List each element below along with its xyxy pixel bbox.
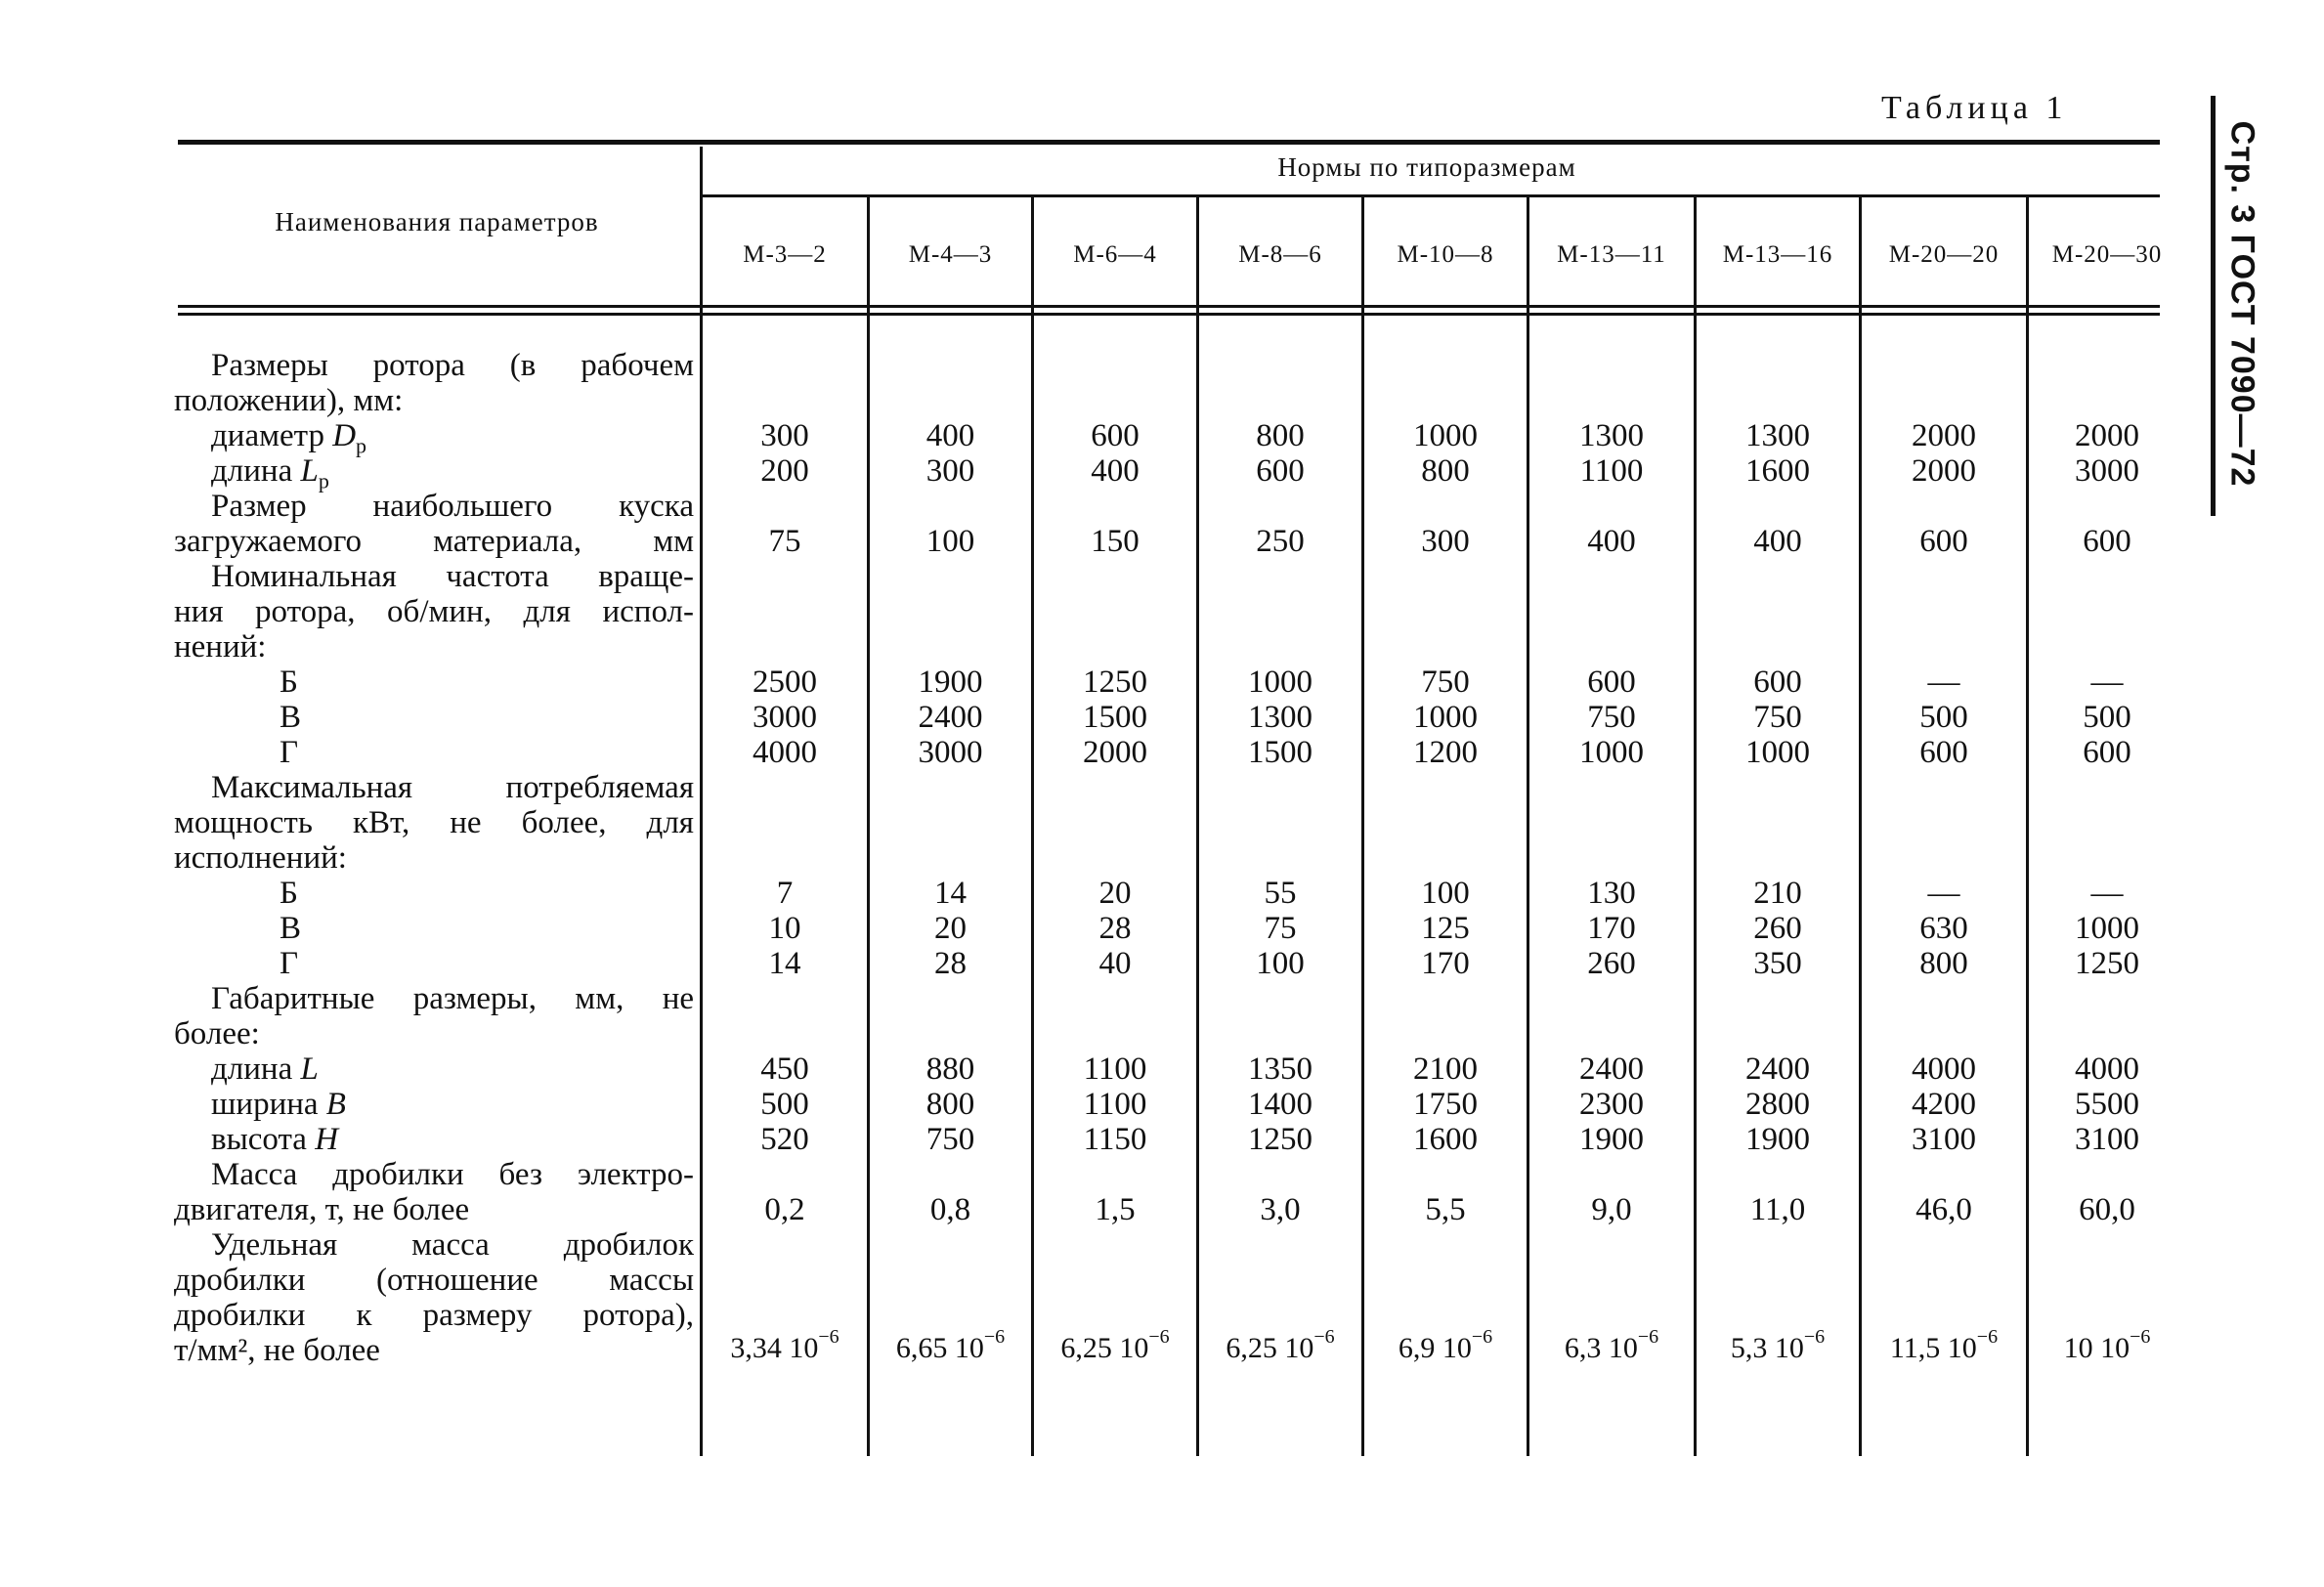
table-cell-specific-mass bbox=[2029, 1326, 2185, 1366]
table-cell-dim-length: 2100 bbox=[1413, 1051, 1478, 1087]
specific-mass-exponent: −6 bbox=[1471, 1326, 1493, 1348]
table-cell-freq-v: 2400 bbox=[918, 700, 983, 735]
specific-mass-value: 3,34 10 bbox=[730, 1332, 819, 1364]
table-cell-dim-height: 3100 bbox=[1912, 1122, 1976, 1157]
table-cell-piece: 75 bbox=[768, 524, 801, 559]
side-header bbox=[2216, 96, 2267, 511]
table-cell-power-v: 260 bbox=[1753, 911, 1802, 946]
table-cell-power-g: 170 bbox=[1421, 946, 1470, 981]
specific-mass-exponent: −6 bbox=[1637, 1326, 1659, 1348]
table-cell-freq-g: 600 bbox=[1919, 735, 1968, 770]
specific-mass-value: 11,5 10 bbox=[1889, 1332, 1977, 1364]
table-cell-diameter: 600 bbox=[1091, 418, 1140, 453]
row-label: Удельная масса дробилок bbox=[211, 1227, 694, 1263]
table-cell-dim-length: 1350 bbox=[1248, 1051, 1313, 1087]
column-header: М-10—8 bbox=[1397, 241, 1494, 268]
row-label-exec-v: В bbox=[280, 911, 302, 946]
table-cell-dim-height: 1600 bbox=[1413, 1122, 1478, 1157]
table-cell-freq-g: 4000 bbox=[753, 735, 817, 770]
specific-mass-exponent: −6 bbox=[2130, 1326, 2151, 1348]
specific-mass-exponent: −6 bbox=[1148, 1326, 1170, 1348]
table-cell-freq-b: 2500 bbox=[753, 665, 817, 700]
table-cell-diameter: 2000 bbox=[2075, 418, 2139, 453]
table-cell-length-rotor: 400 bbox=[1091, 453, 1140, 489]
table-cell-dim-width: 4200 bbox=[1912, 1087, 1976, 1122]
table-cell-dim-height: 1250 bbox=[1248, 1122, 1313, 1157]
table-cell-dim-width: 500 bbox=[760, 1087, 809, 1122]
table-cell-dim-length: 450 bbox=[760, 1051, 809, 1087]
table-cell-power-b: 55 bbox=[1264, 876, 1297, 911]
table-cell-dim-width: 2800 bbox=[1745, 1087, 1810, 1122]
table-cell-freq-v: 750 bbox=[1587, 700, 1636, 735]
row-label: Габаритные размеры, мм, не bbox=[211, 981, 694, 1016]
table-cell-power-b: 130 bbox=[1587, 876, 1636, 911]
row-label-exec-b: Б bbox=[280, 876, 298, 911]
table-cell-power-g: 800 bbox=[1919, 946, 1968, 981]
table-cell-power-g: 260 bbox=[1587, 946, 1636, 981]
row-label: дробилки (отношение массы bbox=[174, 1263, 694, 1298]
table-cell-diameter: 2000 bbox=[1912, 418, 1976, 453]
table-cell-specific-mass bbox=[1034, 1326, 1196, 1366]
column-header: М-3—2 bbox=[743, 241, 827, 268]
table-cell-specific-mass bbox=[870, 1326, 1031, 1366]
table-cell-dim-length: 880 bbox=[925, 1051, 975, 1087]
table-cell-power-g: 40 bbox=[1098, 946, 1132, 981]
table-cell-length-rotor: 300 bbox=[925, 453, 975, 489]
row-label: загружаемого материала, мм bbox=[174, 524, 694, 559]
row-label: Максимальная потребляемая bbox=[211, 770, 694, 805]
row-label: исполнений: bbox=[174, 840, 347, 876]
table-cell-piece: 250 bbox=[1256, 524, 1305, 559]
table-cell-mass: 1,5 bbox=[1095, 1192, 1136, 1227]
row-label: Размеры ротора (в рабочем bbox=[211, 348, 694, 383]
table-cell-freq-v: 750 bbox=[1753, 700, 1802, 735]
specific-mass-value: 6,25 10 bbox=[1226, 1332, 1314, 1364]
table-cell-length-rotor: 2000 bbox=[1912, 453, 1976, 489]
row-label-exec-g: Г bbox=[280, 735, 299, 770]
column-divider bbox=[1859, 195, 1862, 1456]
table-cell-power-v: 1000 bbox=[2075, 911, 2139, 946]
specific-mass-value: 6,65 10 bbox=[895, 1332, 984, 1364]
side-header-rule bbox=[2211, 96, 2216, 516]
column-divider bbox=[2026, 195, 2029, 1456]
table-cell-dim-height: 520 bbox=[760, 1122, 809, 1157]
table-cell-diameter: 1300 bbox=[1579, 418, 1644, 453]
table-cell-dim-width: 2300 bbox=[1579, 1087, 1644, 1122]
table-cell-piece: 100 bbox=[925, 524, 975, 559]
table-cell-specific-mass bbox=[1697, 1326, 1859, 1366]
specific-mass-exponent: −6 bbox=[983, 1326, 1006, 1348]
table-cell-freq-b: — bbox=[1927, 665, 1960, 700]
table-cell-power-b: 210 bbox=[1753, 876, 1802, 911]
table-cell-piece: 150 bbox=[1091, 524, 1140, 559]
row-label: Размер наибольшего куска bbox=[211, 489, 694, 524]
table-cell-freq-v: 3000 bbox=[753, 700, 817, 735]
row-label: более: bbox=[174, 1016, 260, 1051]
table-cell-dim-length: 4000 bbox=[2075, 1051, 2139, 1087]
table-cell-power-g: 100 bbox=[1256, 946, 1305, 981]
column-header: М-20—30 bbox=[2051, 241, 2163, 268]
table-cell-dim-height: 1150 bbox=[1083, 1122, 1147, 1157]
table-cell-power-v: 28 bbox=[1098, 911, 1132, 946]
table-cell-mass: 46,0 bbox=[1915, 1192, 1972, 1227]
table-cell-power-v: 125 bbox=[1421, 911, 1470, 946]
column-header: М-13—16 bbox=[1722, 241, 1833, 268]
table-cell-piece: 400 bbox=[1587, 524, 1636, 559]
specific-mass-value: 6,9 10 bbox=[1398, 1332, 1472, 1364]
table-cell-freq-b: 1900 bbox=[918, 665, 983, 700]
table-cell-mass: 3,0 bbox=[1260, 1192, 1301, 1227]
column-header: М-8—6 bbox=[1238, 241, 1322, 268]
specific-mass-value: 6,3 10 bbox=[1564, 1332, 1638, 1364]
table-cell-specific-mass bbox=[703, 1326, 867, 1366]
table-cell-dim-height: 3100 bbox=[2075, 1122, 2139, 1157]
specific-mass-exponent: −6 bbox=[1976, 1326, 1999, 1348]
row-label-exec-v: В bbox=[280, 700, 302, 735]
row-label-diameter: диаметр $D_р$ bbox=[211, 418, 367, 458]
row-label: дробилки к размеру ротора), bbox=[174, 1298, 694, 1333]
table-cell-freq-b: 600 bbox=[1587, 665, 1636, 700]
table-cell-specific-mass bbox=[1862, 1326, 2026, 1366]
table-cell-power-v: 10 bbox=[768, 911, 801, 946]
table-cell-power-v: 630 bbox=[1919, 911, 1968, 946]
table-cell-freq-v: 1500 bbox=[1083, 700, 1147, 735]
row-label: положении), мм: bbox=[174, 383, 404, 418]
table-cell-freq-g: 1000 bbox=[1745, 735, 1810, 770]
row-label-dim-height: высота Н bbox=[211, 1122, 339, 1157]
column-divider bbox=[700, 147, 703, 1456]
table-cell-mass: 9,0 bbox=[1591, 1192, 1632, 1227]
table-cell-dim-width: 800 bbox=[925, 1087, 975, 1122]
row-label: мощность кВт, не более, для bbox=[174, 805, 694, 840]
column-divider bbox=[867, 195, 870, 1456]
table-cell-power-g: 350 bbox=[1753, 946, 1802, 981]
column-divider bbox=[1361, 195, 1364, 1456]
table-cell-freq-v: 1000 bbox=[1413, 700, 1478, 735]
table-cell-freq-b: 1000 bbox=[1248, 665, 1313, 700]
table-cell-specific-mass bbox=[1364, 1326, 1527, 1366]
table-cell-freq-b: 1250 bbox=[1083, 665, 1147, 700]
table-cell-specific-mass bbox=[1529, 1326, 1694, 1366]
header-bottom-rule-1 bbox=[178, 305, 2160, 308]
table-cell-freq-v: 500 bbox=[2083, 700, 2131, 735]
table-cell-length-rotor: 3000 bbox=[2075, 453, 2139, 489]
specific-mass-exponent: −6 bbox=[1803, 1326, 1826, 1348]
table-cell-freq-g: 2000 bbox=[1083, 735, 1147, 770]
table-cell-dim-width: 1400 bbox=[1248, 1087, 1313, 1122]
table-cell-power-v: 75 bbox=[1264, 911, 1297, 946]
table-number: Таблица 1 bbox=[1881, 90, 2068, 126]
column-divider bbox=[1031, 195, 1034, 1456]
table-cell-power-b: 100 bbox=[1421, 876, 1470, 911]
table-cell-mass: 11,0 bbox=[1749, 1192, 1806, 1227]
specific-mass-value: 6,25 10 bbox=[1060, 1332, 1149, 1364]
specific-mass-exponent: −6 bbox=[818, 1326, 839, 1348]
column-divider bbox=[1196, 195, 1199, 1456]
table-cell-dim-height: 1900 bbox=[1579, 1122, 1644, 1157]
table-cell-mass: 5,5 bbox=[1425, 1192, 1466, 1227]
table-cell-freq-g: 1500 bbox=[1248, 735, 1313, 770]
row-label: двигателя, т, не более bbox=[174, 1192, 470, 1227]
column-divider bbox=[1527, 195, 1529, 1456]
table-cell-diameter: 300 bbox=[760, 418, 809, 453]
row-label: Масса дробилки без электро- bbox=[211, 1157, 694, 1192]
table-cell-freq-b: — bbox=[2090, 665, 2124, 700]
table-cell-dim-height: 1900 bbox=[1745, 1122, 1810, 1157]
parameter-names-header: Наименования параметров bbox=[275, 207, 599, 236]
norms-header-rule bbox=[702, 194, 2160, 197]
table-cell-power-g: 1250 bbox=[2075, 946, 2139, 981]
table-cell-power-b: 20 bbox=[1098, 876, 1132, 911]
table-cell-freq-b: 600 bbox=[1753, 665, 1802, 700]
table-cell-power-b: 14 bbox=[934, 876, 967, 911]
header-bottom-rule-2 bbox=[178, 313, 2160, 316]
table-cell-power-b: — bbox=[2090, 876, 2124, 911]
row-label: нений: bbox=[174, 629, 267, 665]
table-cell-diameter: 400 bbox=[925, 418, 975, 453]
table-cell-power-v: 170 bbox=[1587, 911, 1636, 946]
table-cell-piece: 600 bbox=[2083, 524, 2131, 559]
table-cell-piece: 400 bbox=[1753, 524, 1802, 559]
table-cell-mass: 0,8 bbox=[929, 1192, 971, 1227]
table-cell-freq-g: 600 bbox=[2083, 735, 2131, 770]
table-cell-freq-v: 500 bbox=[1919, 700, 1968, 735]
table-cell-diameter: 1000 bbox=[1413, 418, 1478, 453]
table-cell-dim-width: 1100 bbox=[1083, 1087, 1147, 1122]
table-cell-dim-width: 1750 bbox=[1413, 1087, 1478, 1122]
side-header-text: Стр. 3 ГОСТ 7090—72 bbox=[2223, 120, 2261, 487]
specific-mass-value: 5,3 10 bbox=[1730, 1332, 1804, 1364]
column-header: М-4—3 bbox=[908, 241, 993, 268]
row-label: ния ротора, об/мин, для испол- bbox=[174, 594, 694, 629]
table-cell-dim-length: 2400 bbox=[1745, 1051, 1810, 1087]
column-divider bbox=[1694, 195, 1697, 1456]
table-cell-power-b: 7 bbox=[776, 876, 794, 911]
row-label-dim-width: ширина В bbox=[211, 1087, 346, 1122]
table-cell-length-rotor: 200 bbox=[760, 453, 809, 489]
table-cell-power-b: — bbox=[1927, 876, 1960, 911]
row-label-rotor-length: длина $L_р$ bbox=[211, 453, 329, 493]
norms-header: Нормы по типоразмерам bbox=[1277, 152, 1576, 182]
table-cell-length-rotor: 1100 bbox=[1579, 453, 1644, 489]
column-header: М-6—4 bbox=[1073, 241, 1157, 268]
column-header: М-13—11 bbox=[1557, 241, 1666, 268]
table-cell-freq-b: 750 bbox=[1421, 665, 1470, 700]
row-label-exec-b: Б bbox=[280, 665, 298, 700]
row-label: т/мм², не более bbox=[174, 1333, 380, 1368]
table-cell-power-g: 14 bbox=[768, 946, 801, 981]
table-cell-freq-g: 1000 bbox=[1579, 735, 1644, 770]
table-cell-power-v: 20 bbox=[934, 911, 967, 946]
table-top-rule bbox=[178, 140, 2160, 145]
table-cell-freq-g: 1200 bbox=[1413, 735, 1478, 770]
table-cell-dim-length: 4000 bbox=[1912, 1051, 1976, 1087]
row-label-dim-length: длина L bbox=[211, 1051, 319, 1087]
table-cell-length-rotor: 800 bbox=[1421, 453, 1470, 489]
table-cell-power-g: 28 bbox=[934, 946, 967, 981]
table-cell-dim-length: 1100 bbox=[1083, 1051, 1147, 1087]
table-cell-mass: 60,0 bbox=[2079, 1192, 2135, 1227]
table-cell-dim-length: 2400 bbox=[1579, 1051, 1644, 1087]
table-cell-piece: 600 bbox=[1919, 524, 1968, 559]
table-cell-specific-mass bbox=[1199, 1326, 1361, 1366]
table-cell-dim-width: 5500 bbox=[2075, 1087, 2139, 1122]
table-cell-length-rotor: 600 bbox=[1256, 453, 1305, 489]
table-cell-piece: 300 bbox=[1421, 524, 1470, 559]
specific-mass-exponent: −6 bbox=[1313, 1326, 1335, 1348]
specific-mass-value: 10 10 bbox=[2063, 1332, 2130, 1364]
column-header: М-20—20 bbox=[1888, 241, 2000, 268]
row-label: Номинальная частота враще- bbox=[211, 559, 694, 594]
table-cell-freq-v: 1300 bbox=[1248, 700, 1313, 735]
table-cell-dim-height: 750 bbox=[925, 1122, 975, 1157]
table-cell-diameter: 800 bbox=[1256, 418, 1305, 453]
table-cell-freq-g: 3000 bbox=[918, 735, 983, 770]
table-cell-length-rotor: 1600 bbox=[1745, 453, 1810, 489]
table-cell-mass: 0,2 bbox=[764, 1192, 805, 1227]
row-label-exec-g: Г bbox=[280, 946, 299, 981]
table-cell-diameter: 1300 bbox=[1745, 418, 1810, 453]
